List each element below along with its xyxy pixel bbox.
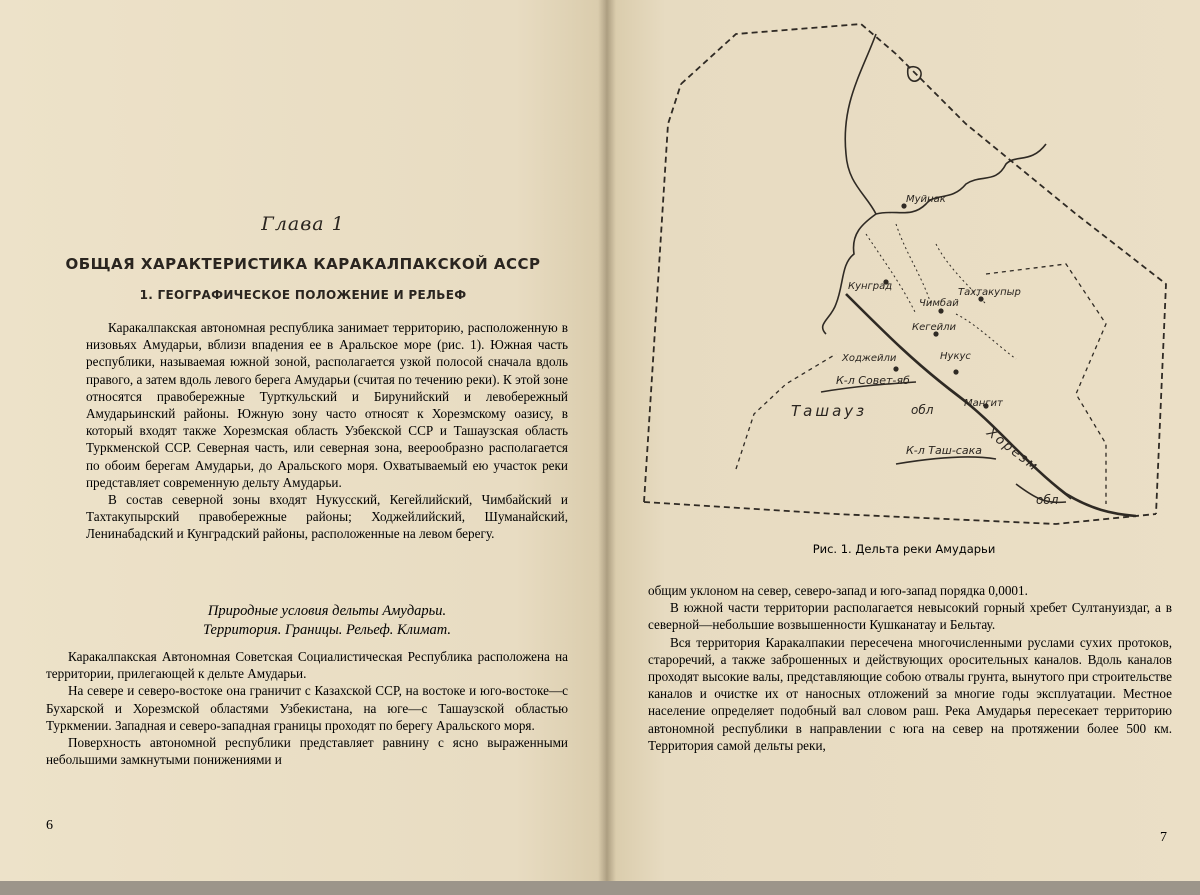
amu-darya-delta-map bbox=[636, 14, 1172, 534]
map-label-muynak: Муйнак bbox=[906, 194, 946, 205]
island bbox=[908, 67, 921, 81]
paragraph: Каракалпакская Автономная Советская Социалистическая Республика расположена на территории, прилегающей к дельте Амударьи. bbox=[46, 649, 568, 682]
map-label-obl: обл bbox=[911, 403, 934, 417]
map-label-chimbay: Чимбай bbox=[919, 298, 959, 309]
town-marker bbox=[953, 369, 958, 374]
paragraph: В состав северной зоны входят Нукусский, Кегейлийский, Чимбайский и Тахтакупырский правобережные районы; Ходжейлийский, Шуманайский, Ленинабадский и Кунградский районы, расположенные на левом берегу. bbox=[86, 492, 568, 542]
town-marker bbox=[893, 366, 898, 371]
border-dashed-inner bbox=[986, 264, 1106, 504]
map-label-manghit: Мангит bbox=[964, 398, 1003, 409]
paragraph: На севере и северо-востоке она граничит с Казахской ССР, на востоке и юго-востоке—с Бухарской и Хорезмской областями Узбекистана, на юге—с Ташаузской областью Туркмении. Западная и северо-западная границы проходят по берегу Аральского моря. bbox=[46, 683, 568, 733]
figure-caption: Рис. 1. Дельта реки Амударьи bbox=[812, 542, 996, 556]
map-label-khorezm: Хорезм bbox=[983, 425, 1042, 476]
map-label-kungrad: Кунград bbox=[848, 281, 893, 292]
map-label-nukus: Нукус bbox=[940, 351, 971, 362]
paragraph: В южной части территории располагается невысокий горный хребет Султануиздаг, а в северной—небольшие возвышенности Кушканатау и Бельтау. bbox=[648, 600, 1172, 633]
table-surface bbox=[0, 881, 1200, 895]
map-label-khodzheyli: Ходжейли bbox=[842, 353, 897, 364]
map-label-canal-tash-saka: К-л Таш-сака bbox=[906, 444, 982, 457]
canal-tash-saka bbox=[896, 457, 996, 464]
map-label-takhtakupyr: Тахтакупыр bbox=[958, 287, 1021, 298]
page-number-left: 6 bbox=[46, 818, 53, 833]
italic-subheading bbox=[86, 602, 568, 640]
section-title: 1. ГЕОГРАФИЧЕСКОЕ ПОЛОЖЕНИЕ И РЕЛЬЕФ bbox=[139, 288, 467, 302]
chapter-title: ОБЩАЯ ХАРАКТЕРИСТИКА КАРАКАЛПАКСКОЙ АССР bbox=[65, 255, 541, 273]
map-label-obl-2: обл bbox=[1036, 493, 1059, 507]
map-label-kegeyli: Кегейли bbox=[912, 322, 957, 333]
left-body-block-2 bbox=[46, 648, 568, 768]
delta-channel bbox=[896, 224, 931, 304]
border-dashed bbox=[644, 84, 681, 502]
border-dashed bbox=[681, 24, 1166, 514]
chapter-heading: Глава 1 bbox=[261, 213, 345, 235]
book-gutter bbox=[598, 0, 616, 895]
paragraph: Поверхность автономной республики представляет равнину с ясно выраженными небольшими замкнутыми понижениями и bbox=[46, 735, 568, 768]
page-number-right: 7 bbox=[1160, 830, 1167, 845]
paragraph: общим уклоном на север, северо-запад и юго-запад порядка 0,0001. bbox=[648, 583, 1028, 598]
aral-coastline bbox=[876, 144, 1046, 214]
paragraph: Каракалпакская автономная республика занимает территорию, расположенную в низовьях Амударьи, вблизи впадения ее в Аральское море (рис. 1). Южная часть республики, называемая южной зоной, располагается узкой полосой сначала вдоль правого, а затем вдоль левого берега Амударьи (считая по течению реки). К этой зоне относятся правобережные Турткульский и Бирунийский и левобережный Амударьинский районы. Южную зону часто относят к Хорезмскому оазису, в который входят также Хорезмская область Узбекской ССР и Ташаузская область Туркменской ССР. Северная часть, или северная зона, веерообразно располагается по обоим берегам Амударьи, до Аральского моря. Охватываемый ею участок реки представляет современную дельту Амударьи. bbox=[86, 320, 568, 490]
subheading-line: Природные условия дельты Амударьи. bbox=[207, 603, 447, 619]
border-dashed bbox=[644, 502, 1156, 524]
paragraph: Вся территория Каракалпакии пересечена многочисленными руслами сухих протоков, стаpоречий, а также заброшенных и действующих оросительных каналов. Вдоль каналов проходят высокие валы, представляющие собою отвалы грунта, вынутого при строительстве каналов и очистке их от наносных отложений за многие годы эксплуатации. Местное население определяет подобный вал словом раш. Река Амударья пересекает территорию автономной республики в направлении с юга на север на протяжении более 500 км. Территория самой дельты реки, bbox=[648, 634, 1172, 753]
left-body-block-1 bbox=[86, 319, 568, 543]
subheading-line: Территория. Границы. Рельеф. Климат. bbox=[203, 622, 451, 638]
right-body-block bbox=[648, 582, 1172, 754]
map-label-canal-sovet-yab: К-л Совет-яб bbox=[836, 374, 910, 387]
town-marker bbox=[938, 308, 943, 313]
map-label-tashauz: Ташауз bbox=[791, 402, 868, 420]
delta-channel bbox=[866, 234, 916, 314]
